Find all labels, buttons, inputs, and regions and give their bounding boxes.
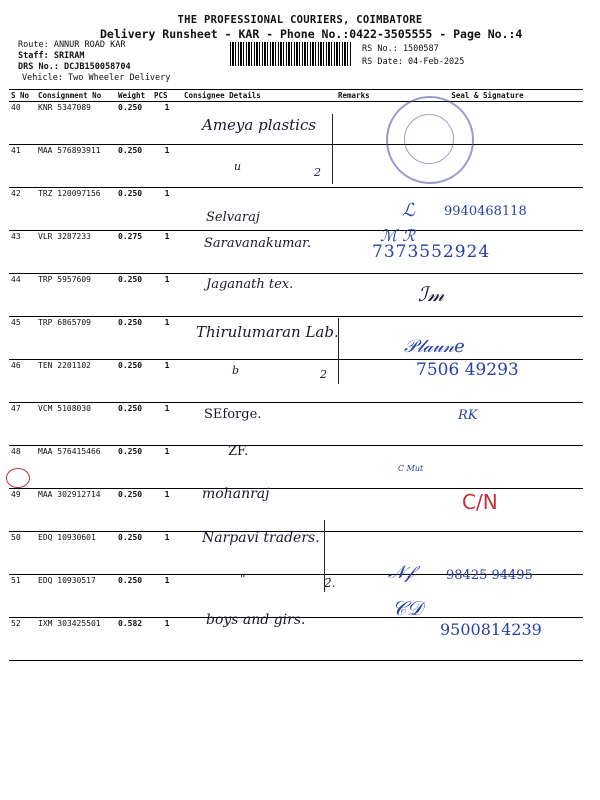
row-pcs: 1 bbox=[152, 145, 182, 188]
vehicle-label: Vehicle: Two Wheeler Delivery bbox=[22, 73, 171, 83]
signature-scribble: ℳ ℛ bbox=[380, 226, 415, 245]
col-consignee: Consignee Details bbox=[182, 90, 336, 102]
row-consignment: TEN 2201102 bbox=[36, 360, 116, 403]
signature-phone: 7506 49293 bbox=[416, 360, 519, 380]
handwritten-ditto: b bbox=[232, 364, 240, 377]
row-weight: 0.250 bbox=[116, 575, 152, 618]
runsheet-title: Delivery Runsheet - KAR - Phone No.:0422-3505555 - Page No.:4 bbox=[100, 27, 523, 41]
col-weight: Weight bbox=[116, 90, 152, 102]
row-pcs: 1 bbox=[152, 532, 182, 575]
row-weight: 0.250 bbox=[116, 274, 152, 317]
row-pcs: 1 bbox=[152, 360, 182, 403]
row-sno: 50 bbox=[9, 532, 36, 575]
row-pcs: 1 bbox=[152, 618, 182, 661]
row-consignee bbox=[182, 360, 336, 403]
row-sno: 43 bbox=[9, 231, 36, 274]
row-weight: 0.250 bbox=[116, 446, 152, 489]
row-sno: 42 bbox=[9, 188, 36, 231]
row-consignment: TRP 5957609 bbox=[36, 274, 116, 317]
row-sno: 49 bbox=[9, 489, 36, 532]
bracket-mark bbox=[320, 520, 325, 592]
row-consignee bbox=[182, 145, 336, 188]
handwritten-ditto: " bbox=[240, 572, 246, 586]
handwritten-consignee: boys and girs. bbox=[206, 612, 306, 628]
handwritten-ditto: u bbox=[234, 160, 242, 173]
row-weight: 0.250 bbox=[116, 532, 152, 575]
row-weight: 0.250 bbox=[116, 360, 152, 403]
handwritten-count: 2. bbox=[324, 576, 336, 590]
row-remarks bbox=[336, 575, 392, 618]
row-pcs: 1 bbox=[152, 403, 182, 446]
handwritten-consignee: SEforge. bbox=[204, 407, 262, 422]
signature-note: C Mut bbox=[398, 464, 424, 473]
row-sno: 47 bbox=[9, 403, 36, 446]
row-consignment: TRZ 120097156 bbox=[36, 188, 116, 231]
drs-number: DRS No.: DCJB150058704 bbox=[18, 62, 131, 72]
barcode bbox=[230, 42, 352, 66]
signature-cn-mark: C/N bbox=[462, 490, 498, 514]
row-weight: 0.250 bbox=[116, 317, 152, 360]
handwritten-consignee: Thirulumaran Lab. bbox=[196, 323, 339, 341]
row-sno: 46 bbox=[9, 360, 36, 403]
row-remarks bbox=[336, 274, 392, 317]
row-consignment: VCM 5108030 bbox=[36, 403, 116, 446]
signature-scribble: 𝒩𝒻 bbox=[388, 562, 414, 583]
row-remarks bbox=[336, 360, 392, 403]
handwritten-consignee: ZF. bbox=[228, 444, 249, 459]
col-sno: S No bbox=[9, 90, 36, 102]
row-consignee bbox=[182, 446, 336, 489]
rs-date: RS Date: 04-Feb-2025 bbox=[362, 57, 465, 67]
row-consignment: EDQ 10930601 bbox=[36, 532, 116, 575]
col-signature: Seal & Signature bbox=[392, 90, 583, 102]
row-sno: 45 bbox=[9, 317, 36, 360]
row-consignment: KNR 5347089 bbox=[36, 102, 116, 145]
row-pcs: 1 bbox=[152, 274, 182, 317]
row-signature bbox=[392, 403, 583, 446]
row-consignment: IXM 303425501 bbox=[36, 618, 116, 661]
row-weight: 0.250 bbox=[116, 489, 152, 532]
row-consignment: MAA 576415466 bbox=[36, 446, 116, 489]
signature-phone: 9940468118 bbox=[444, 204, 527, 219]
row-weight: 0.275 bbox=[116, 231, 152, 274]
row-weight: 0.250 bbox=[116, 403, 152, 446]
signature-phone: 9500814239 bbox=[440, 620, 542, 639]
table-row bbox=[9, 403, 583, 446]
handwritten-count: 2 bbox=[320, 368, 327, 381]
handwritten-consignee: Narpavi traders. bbox=[202, 530, 320, 546]
row-remarks bbox=[336, 102, 392, 145]
handwritten-consignee: Ameya plastics bbox=[202, 116, 317, 134]
row-consignment: EDQ 10930517 bbox=[36, 575, 116, 618]
table-header bbox=[9, 90, 583, 102]
row-consignment: VLR 3287233 bbox=[36, 231, 116, 274]
row-remarks bbox=[336, 188, 392, 231]
row-weight: 0.250 bbox=[116, 188, 152, 231]
row-remarks bbox=[336, 446, 392, 489]
row-consignment: MAA 302912714 bbox=[36, 489, 116, 532]
row-consignment: MAA 576893911 bbox=[36, 145, 116, 188]
row-remarks bbox=[336, 489, 392, 532]
handwritten-consignee: mohanraj bbox=[202, 486, 270, 502]
col-remarks: Remarks bbox=[336, 90, 392, 102]
handwritten-consignee: Saravanakumar. bbox=[204, 236, 312, 251]
table-row bbox=[9, 145, 583, 188]
col-consignment: Consignment No bbox=[36, 90, 116, 102]
signature-phone: 7373552924 bbox=[372, 242, 491, 262]
row-pcs: 1 bbox=[152, 102, 182, 145]
row-sno: 52 bbox=[9, 618, 36, 661]
handwritten-consignee: Jaganath tex. bbox=[206, 277, 294, 292]
row-consignment: TRP 6865709 bbox=[36, 317, 116, 360]
row-remarks bbox=[336, 403, 392, 446]
signature-scribble: 𝒫𝓁𝒶𝓊𝓃𝑒 bbox=[404, 336, 465, 357]
row-pcs: 1 bbox=[152, 575, 182, 618]
row-sno: 48 bbox=[9, 446, 36, 489]
signature-phone: 98425 94495 bbox=[446, 568, 533, 583]
route-label: Route: ANNUR ROAD KAR bbox=[18, 40, 126, 50]
signature-scribble: ℒ bbox=[402, 200, 415, 221]
table-row bbox=[9, 446, 583, 489]
company-seal-stamp bbox=[386, 96, 474, 184]
rs-number: RS No.: 1500587 bbox=[362, 44, 439, 54]
row-remarks bbox=[336, 618, 392, 661]
bracket-mark bbox=[334, 318, 339, 384]
row-remarks bbox=[336, 317, 392, 360]
row-weight: 0.250 bbox=[116, 145, 152, 188]
signature-scribble: 𝒞𝒟 bbox=[392, 596, 423, 620]
staff-label: Staff: SRIRAM bbox=[18, 51, 85, 61]
row-sno: 44 bbox=[9, 274, 36, 317]
row-sno: 41 bbox=[9, 145, 36, 188]
signature-initials: RK bbox=[458, 408, 478, 423]
col-pcs: PCS bbox=[152, 90, 182, 102]
row-pcs: 1 bbox=[152, 188, 182, 231]
company-name: THE PROFESSIONAL COURIERS, COIMBATORE bbox=[177, 14, 423, 26]
signature-scribble: ℐ𝓂 bbox=[418, 282, 445, 306]
row-sno: 40 bbox=[9, 102, 36, 145]
handwritten-consignee: Selvaraj bbox=[206, 210, 260, 225]
row-pcs: 1 bbox=[152, 489, 182, 532]
handwritten-count: 2 bbox=[314, 166, 321, 179]
row-remarks bbox=[336, 532, 392, 575]
row-pcs: 1 bbox=[152, 231, 182, 274]
table-row bbox=[9, 274, 583, 317]
bracket-mark bbox=[328, 114, 333, 184]
row-weight: 0.582 bbox=[116, 618, 152, 661]
row-pcs: 1 bbox=[152, 317, 182, 360]
row-weight: 0.250 bbox=[116, 102, 152, 145]
row-49-circle-mark bbox=[6, 468, 30, 488]
row-remarks bbox=[336, 145, 392, 188]
row-sno: 51 bbox=[9, 575, 36, 618]
row-pcs: 1 bbox=[152, 446, 182, 489]
